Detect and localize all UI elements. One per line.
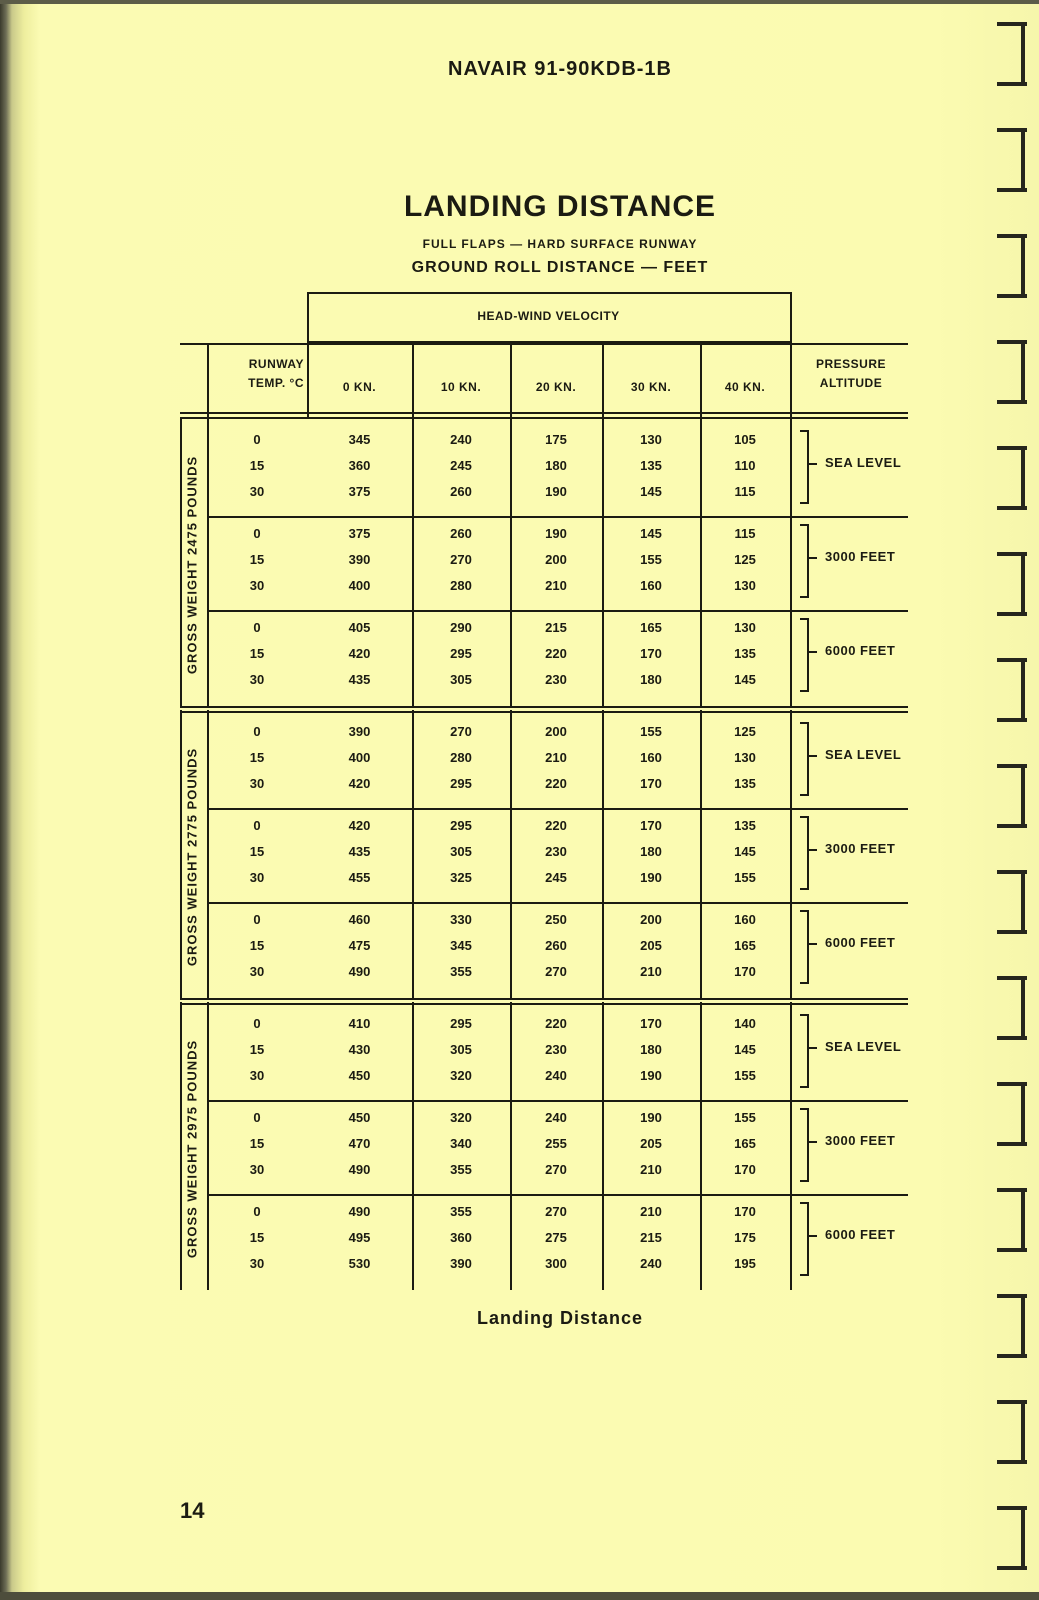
distance-cell: 175 — [734, 1230, 756, 1245]
runway-temp-cell: 0 — [253, 1204, 261, 1219]
distance-cell: 145 — [734, 1042, 756, 1057]
distance-cell: 180 — [640, 844, 662, 859]
distance-cell: 155 — [640, 724, 662, 739]
distance-cell: 205 — [640, 1136, 662, 1151]
distance-cell: 240 — [450, 432, 472, 447]
distance-cell: 215 — [640, 1230, 662, 1245]
distance-cell: 295 — [450, 818, 472, 833]
distance-cell: 210 — [545, 750, 567, 765]
distance-cell: 475 — [348, 938, 371, 953]
distance-cell: 400 — [348, 750, 371, 765]
distance-cell: 135 — [734, 818, 756, 833]
table-rule — [207, 1002, 209, 1290]
distance-cell: 220 — [545, 776, 567, 791]
altitude-brace — [800, 524, 809, 598]
runway-temp-cell: 15 — [249, 1042, 265, 1057]
binding-ring — [1005, 446, 1025, 510]
binding-ring — [1005, 1082, 1025, 1146]
distance-cell: 170 — [640, 1016, 662, 1031]
distance-cell: 170 — [734, 1162, 756, 1177]
distance-cell: 420 — [348, 646, 371, 661]
distance-cell: 400 — [348, 578, 371, 593]
runway-temp-cell: 30 — [249, 1162, 265, 1177]
binding-ring — [1005, 976, 1025, 1040]
distance-cell: 220 — [545, 1016, 567, 1031]
distance-cell: 420 — [348, 818, 371, 833]
table-rule — [180, 1003, 908, 1005]
distance-cell: 390 — [348, 724, 371, 739]
altitude-brace — [800, 1108, 809, 1182]
distance-cell: 170 — [640, 646, 662, 661]
table-rule — [700, 1002, 702, 1290]
brace-tick — [809, 463, 817, 465]
pressure-altitude-label: 6000 FEET — [825, 643, 896, 658]
distance-cell: 160 — [640, 578, 662, 593]
gross-weight-label: GROSS WEIGHT 2775 POUNDS — [184, 747, 200, 967]
runway-temp-cell: 15 — [249, 1230, 265, 1245]
table-rule — [180, 706, 908, 708]
runway-temp-cell: 30 — [249, 964, 265, 979]
distance-cell: 170 — [734, 964, 756, 979]
binding-ring — [1005, 870, 1025, 934]
table-rule — [790, 710, 792, 998]
table-rule — [700, 418, 702, 706]
distance-cell: 530 — [348, 1256, 371, 1271]
altitude-brace — [800, 910, 809, 984]
distance-cell: 210 — [640, 964, 662, 979]
page-title: LANDING DISTANCE — [403, 190, 717, 223]
runway-temp-cell: 30 — [249, 484, 265, 499]
table-rule — [412, 710, 414, 998]
page-number: 14 — [180, 1498, 205, 1523]
distance-cell: 270 — [545, 964, 567, 979]
table-rule — [207, 418, 209, 706]
distance-cell: 155 — [734, 1068, 756, 1083]
head-wind-velocity-header: HEAD-WIND VELOCITY — [477, 309, 620, 323]
distance-cell: 105 — [734, 432, 756, 447]
altitude-brace — [800, 430, 809, 504]
distance-cell: 160 — [640, 750, 662, 765]
table-rule — [180, 998, 908, 1000]
wind-column-3: 30 KN. — [630, 380, 672, 394]
distance-cell: 295 — [450, 776, 472, 791]
distance-cell: 240 — [545, 1068, 567, 1083]
distance-cell: 200 — [545, 552, 567, 567]
table-rule — [790, 418, 792, 706]
table-rule — [412, 418, 414, 706]
distance-cell: 240 — [545, 1110, 567, 1125]
distance-cell: 345 — [450, 938, 472, 953]
distance-cell: 170 — [640, 818, 662, 833]
table-rule — [602, 710, 604, 998]
distance-cell: 320 — [450, 1068, 472, 1083]
bottom-edge — [0, 1592, 1039, 1600]
distance-cell: 200 — [545, 724, 567, 739]
pressure-altitude-label: SEA LEVEL — [825, 747, 902, 762]
wind-column-0: 0 KN. — [342, 380, 377, 394]
distance-cell: 215 — [545, 620, 567, 635]
figure-caption: Landing Distance — [476, 1308, 644, 1328]
distance-cell: 195 — [734, 1256, 756, 1271]
distance-cell: 255 — [545, 1136, 567, 1151]
distance-cell: 145 — [640, 526, 662, 541]
binding-ring — [1005, 340, 1025, 404]
distance-cell: 170 — [640, 776, 662, 791]
distance-cell: 405 — [348, 620, 371, 635]
wind-column-2: 20 KN. — [535, 380, 577, 394]
table-rule — [790, 1002, 792, 1290]
altitude-brace — [800, 722, 809, 796]
table-rule — [307, 292, 790, 294]
distance-cell: 115 — [734, 526, 756, 541]
distance-cell: 360 — [348, 458, 371, 473]
distance-cell: 165 — [734, 1136, 756, 1151]
gross-weight-label: GROSS WEIGHT 2975 POUNDS — [184, 1039, 200, 1259]
brace-tick — [809, 1047, 817, 1049]
runway-temp-cell: 15 — [249, 552, 265, 567]
distance-cell: 280 — [450, 578, 472, 593]
distance-cell: 140 — [734, 1016, 756, 1031]
subtitle-conditions: FULL FLAPS — HARD SURFACE RUNWAY — [422, 237, 698, 251]
distance-cell: 305 — [450, 844, 472, 859]
distance-cell: 115 — [734, 484, 756, 499]
altitude-brace — [800, 816, 809, 890]
distance-cell: 355 — [450, 964, 472, 979]
table-rule — [180, 1002, 182, 1290]
altitude-brace — [800, 1202, 809, 1276]
runway-temp-cell: 30 — [249, 1256, 265, 1271]
distance-cell: 175 — [545, 432, 567, 447]
pressure-altitude-label: SEA LEVEL — [825, 1039, 902, 1054]
binding-ring — [1005, 1188, 1025, 1252]
distance-cell: 110 — [734, 458, 756, 473]
runway-temp-header: RUNWAY TEMP. °C — [248, 357, 304, 390]
distance-cell: 470 — [348, 1136, 371, 1151]
distance-cell: 305 — [450, 672, 472, 687]
distance-cell: 210 — [640, 1204, 662, 1219]
binding-ring — [1005, 552, 1025, 616]
table-rule — [412, 1002, 414, 1290]
runway-temp-cell: 0 — [253, 432, 261, 447]
distance-cell: 360 — [450, 1230, 472, 1245]
distance-cell: 490 — [348, 1204, 371, 1219]
distance-cell: 170 — [734, 1204, 756, 1219]
runway-temp-cell: 0 — [253, 912, 261, 927]
distance-cell: 390 — [450, 1256, 472, 1271]
runway-temp-cell: 15 — [249, 458, 265, 473]
table-rule — [180, 711, 908, 713]
distance-cell: 130 — [734, 750, 756, 765]
distance-cell: 355 — [450, 1162, 472, 1177]
distance-cell: 430 — [348, 1042, 371, 1057]
distance-cell: 355 — [450, 1204, 472, 1219]
distance-cell: 245 — [450, 458, 472, 473]
table-rule — [700, 710, 702, 998]
distance-cell: 135 — [640, 458, 662, 473]
runway-temp-cell: 15 — [249, 938, 265, 953]
distance-cell: 260 — [545, 938, 567, 953]
wind-column-1: 10 KN. — [440, 380, 482, 394]
distance-cell: 190 — [545, 526, 567, 541]
distance-cell: 410 — [348, 1016, 371, 1031]
distance-cell: 205 — [640, 938, 662, 953]
table-rule — [180, 412, 908, 414]
pressure-altitude-label: 3000 FEET — [825, 841, 896, 856]
table-rule — [510, 710, 512, 998]
distance-cell: 450 — [348, 1110, 371, 1125]
table-rule — [207, 610, 908, 612]
distance-cell: 125 — [734, 552, 756, 567]
pressure-altitude-label: 3000 FEET — [825, 1133, 896, 1148]
distance-cell: 325 — [450, 870, 472, 885]
distance-cell: 275 — [545, 1230, 567, 1245]
runway-temp-cell: 30 — [249, 776, 265, 791]
table-rule — [602, 418, 604, 706]
binding-ring — [1005, 764, 1025, 828]
binding-ring — [1005, 1294, 1025, 1358]
distance-cell: 230 — [545, 844, 567, 859]
distance-cell: 270 — [545, 1162, 567, 1177]
runway-temp-cell: 15 — [249, 844, 265, 859]
distance-cell: 130 — [734, 620, 756, 635]
distance-cell: 180 — [640, 672, 662, 687]
brace-tick — [809, 849, 817, 851]
runway-temp-cell: 0 — [253, 526, 261, 541]
distance-cell: 290 — [450, 620, 472, 635]
brace-tick — [809, 943, 817, 945]
runway-temp-cell: 30 — [249, 870, 265, 885]
distance-cell: 125 — [734, 724, 756, 739]
table-rule — [180, 417, 908, 419]
distance-cell: 220 — [545, 646, 567, 661]
distance-cell: 130 — [640, 432, 662, 447]
table-rule — [207, 1194, 908, 1196]
distance-cell: 190 — [640, 1110, 662, 1125]
runway-temp-cell: 15 — [249, 750, 265, 765]
distance-cell: 295 — [450, 1016, 472, 1031]
distance-cell: 490 — [348, 964, 371, 979]
distance-cell: 270 — [450, 724, 472, 739]
binding-ring — [1005, 234, 1025, 298]
distance-cell: 495 — [348, 1230, 371, 1245]
distance-cell: 190 — [640, 1068, 662, 1083]
runway-temp-cell: 0 — [253, 818, 261, 833]
distance-cell: 295 — [450, 646, 472, 661]
pressure-altitude-label: 6000 FEET — [825, 1227, 896, 1242]
distance-cell: 165 — [640, 620, 662, 635]
table-rule — [207, 808, 908, 810]
distance-cell: 305 — [450, 1042, 472, 1057]
runway-temp-cell: 15 — [249, 646, 265, 661]
table-rule — [180, 710, 182, 998]
distance-cell: 330 — [450, 912, 472, 927]
subtitle-units: GROUND ROLL DISTANCE — FEET — [411, 259, 709, 276]
runway-temp-cell: 15 — [249, 1136, 265, 1151]
distance-cell: 155 — [734, 870, 756, 885]
distance-cell: 490 — [348, 1162, 371, 1177]
binding-ring — [1005, 22, 1025, 86]
top-edge — [0, 0, 1039, 4]
distance-cell: 165 — [734, 938, 756, 953]
distance-cell: 220 — [545, 818, 567, 833]
binding-ring — [1005, 128, 1025, 192]
table-rule — [207, 902, 908, 904]
brace-tick — [809, 1141, 817, 1143]
distance-cell: 375 — [348, 526, 371, 541]
distance-cell: 345 — [348, 432, 371, 447]
distance-cell: 200 — [640, 912, 662, 927]
distance-cell: 155 — [734, 1110, 756, 1125]
distance-cell: 435 — [348, 672, 371, 687]
runway-temp-cell: 0 — [253, 724, 261, 739]
altitude-brace — [800, 1014, 809, 1088]
binding-ring — [1005, 1400, 1025, 1464]
runway-temp-cell: 0 — [253, 1016, 261, 1031]
distance-cell: 210 — [640, 1162, 662, 1177]
distance-cell: 270 — [450, 552, 472, 567]
table-rule — [207, 343, 209, 418]
table-rule — [207, 516, 908, 518]
runway-temp-cell: 30 — [249, 1068, 265, 1083]
distance-cell: 340 — [450, 1136, 472, 1151]
table-rule — [510, 418, 512, 706]
distance-cell: 420 — [348, 776, 371, 791]
distance-cell: 230 — [545, 672, 567, 687]
runway-temp-cell: 30 — [249, 672, 265, 687]
brace-tick — [809, 1235, 817, 1237]
pressure-altitude-header: PRESSURE ALTITUDE — [815, 357, 887, 390]
runway-temp-cell: 30 — [249, 578, 265, 593]
distance-cell: 455 — [348, 870, 371, 885]
distance-cell: 210 — [545, 578, 567, 593]
distance-cell: 390 — [348, 552, 371, 567]
distance-cell: 270 — [545, 1204, 567, 1219]
distance-cell: 280 — [450, 750, 472, 765]
table-rule — [602, 1002, 604, 1290]
wind-column-4: 40 KN. — [724, 380, 766, 394]
binding-ring — [1005, 1506, 1025, 1570]
distance-cell: 450 — [348, 1068, 371, 1083]
distance-cell: 180 — [640, 1042, 662, 1057]
distance-cell: 160 — [734, 912, 756, 927]
runway-temp-cell: 0 — [253, 1110, 261, 1125]
distance-cell: 145 — [640, 484, 662, 499]
distance-cell: 230 — [545, 1042, 567, 1057]
distance-cell: 145 — [734, 844, 756, 859]
distance-cell: 320 — [450, 1110, 472, 1125]
table-rule — [180, 418, 182, 706]
pressure-altitude-label: 6000 FEET — [825, 935, 896, 950]
distance-cell: 460 — [348, 912, 371, 927]
pressure-altitude-label: SEA LEVEL — [825, 455, 902, 470]
table-rule — [790, 292, 792, 418]
distance-cell: 250 — [545, 912, 567, 927]
distance-cell: 130 — [734, 578, 756, 593]
distance-cell: 135 — [734, 776, 756, 791]
table-rule — [212, 343, 908, 345]
table-rule — [207, 1100, 908, 1102]
distance-cell: 145 — [734, 672, 756, 687]
distance-cell: 180 — [545, 458, 567, 473]
gross-weight-label: GROSS WEIGHT 2475 POUNDS — [184, 455, 200, 675]
distance-cell: 260 — [450, 526, 472, 541]
distance-cell: 240 — [640, 1256, 662, 1271]
distance-cell: 300 — [545, 1256, 567, 1271]
runway-temp-cell: 0 — [253, 620, 261, 635]
distance-cell: 245 — [545, 870, 567, 885]
brace-tick — [809, 651, 817, 653]
table-rule — [510, 1002, 512, 1290]
brace-tick — [809, 557, 817, 559]
distance-cell: 190 — [640, 870, 662, 885]
distance-cell: 190 — [545, 484, 567, 499]
distance-cell: 155 — [640, 552, 662, 567]
document-header: NAVAIR 91-90KDB-1B — [448, 58, 672, 80]
pressure-altitude-label: 3000 FEET — [825, 549, 896, 564]
brace-tick — [809, 755, 817, 757]
altitude-brace — [800, 618, 809, 692]
distance-cell: 260 — [450, 484, 472, 499]
binding-ring — [1005, 658, 1025, 722]
distance-cell: 375 — [348, 484, 371, 499]
distance-cell: 435 — [348, 844, 371, 859]
table-rule — [207, 710, 209, 998]
distance-cell: 135 — [734, 646, 756, 661]
